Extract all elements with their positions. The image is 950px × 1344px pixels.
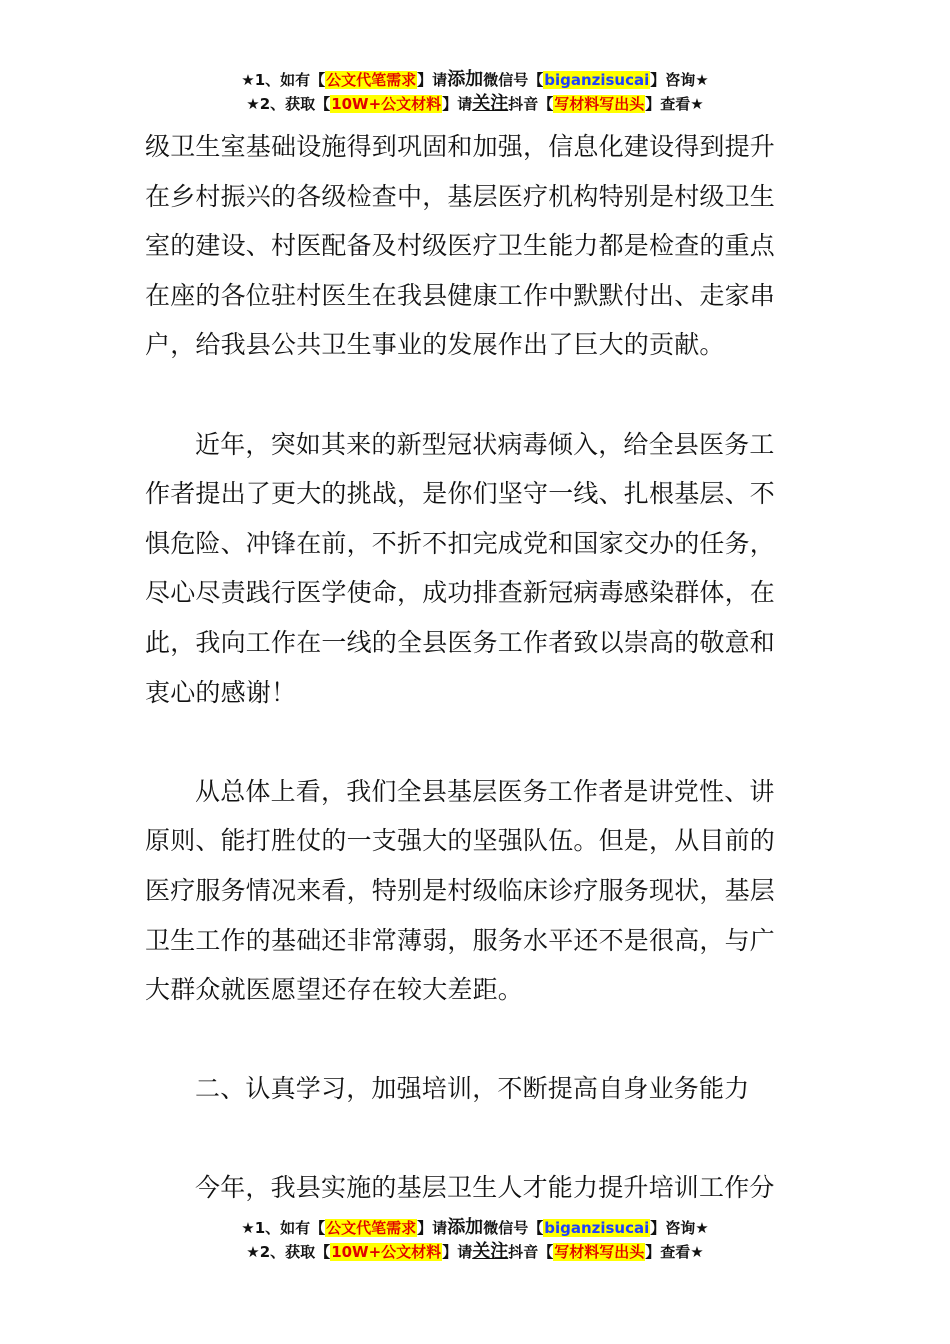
highlight-materials: 10W+公文材料 [331,1243,442,1261]
paragraph-line: 作者提出了更大的挑战，是你们坚守一线、扎根基层、不 [145,479,776,509]
paragraph-line: 从总体上看，我们全县基层医务工作者是讲党性、讲 [195,776,775,806]
text-line: 户，给我县公共卫生事业的发展作出了巨大的贡献。 [145,330,725,360]
paragraph-line: 大群众就医愿望还存在较大差距。 [145,975,524,1005]
highlight-ghostwriting: 公文代笔需求 [326,71,417,89]
paragraph-line: 衷心的感谢！ [145,677,297,707]
text-line: 室的建设、村医配备及村级医疗卫生能力都是检查的重点 [145,231,776,261]
text-line: 在乡村振兴的各级检查中，基层医疗机构特别是村级卫生 [145,181,776,211]
paragraph-line: 惧危险、冲锋在前，不折不扣完成党和国家交办的任务， [145,528,776,558]
footer-banner [0,1216,950,1264]
text-line: 在座的各位驻村医生在我县健康工作中默默付出、走家串 [145,280,776,310]
paragraph-line: 原则、能打胜仗的一支强大的坚强队伍。但是，从目前的 [145,826,776,856]
paragraph-line: 此，我向工作在一线的全县医务工作者致以崇高的敬意和 [145,627,776,657]
paragraph-line: 今年，我县实施的基层卫生人才能力提升培训工作分 [195,1173,775,1203]
paragraph-line: 卫生工作的基础还非常薄弱，服务水平还不是很高，与广 [145,925,776,955]
paragraph-line: 尽心尽责践行医学使命，成功排查新冠病毒感染群体，在 [145,578,776,608]
banner-line-1: ★1、如有【公文代笔需求】请添加微信号【biganzisucai】咨询★ [241,69,709,90]
highlight-wechat-id: biganzisucai [544,71,650,89]
highlight-douyin: 写材料写出头 [554,95,645,113]
banner-line-2: ★2、获取【10W+公文材料】请关注抖音【写材料写出头】查看★ [246,1241,704,1262]
highlight-ghostwriting: 公文代笔需求 [326,1219,417,1237]
highlight-wechat-id: biganzisucai [544,1219,650,1237]
banner-line-2: ★2、获取【10W+公文材料】请关注抖音【写材料写出头】查看★ [246,93,704,114]
paragraph-line: 近年，突如其来的新型冠状病毒倾入，给全县医务工 [195,429,775,459]
text-line: 级卫生室基础设施得到巩固和加强，信息化建设得到提升 [145,132,776,161]
header-banner [0,68,950,116]
banner-line-1: ★1、如有【公文代笔需求】请添加微信号【biganzisucai】咨询★ [241,1217,709,1238]
paragraph-line: 医疗服务情况来看，特别是村级临床诊疗服务现状，基层 [145,875,776,905]
document-body [145,122,810,1213]
highlight-douyin: 写材料写出头 [554,1243,645,1261]
highlight-materials: 10W+公文材料 [331,95,442,113]
section-heading: 二、认真学习，加强培训，不断提高自身业务能力 [195,1074,750,1104]
